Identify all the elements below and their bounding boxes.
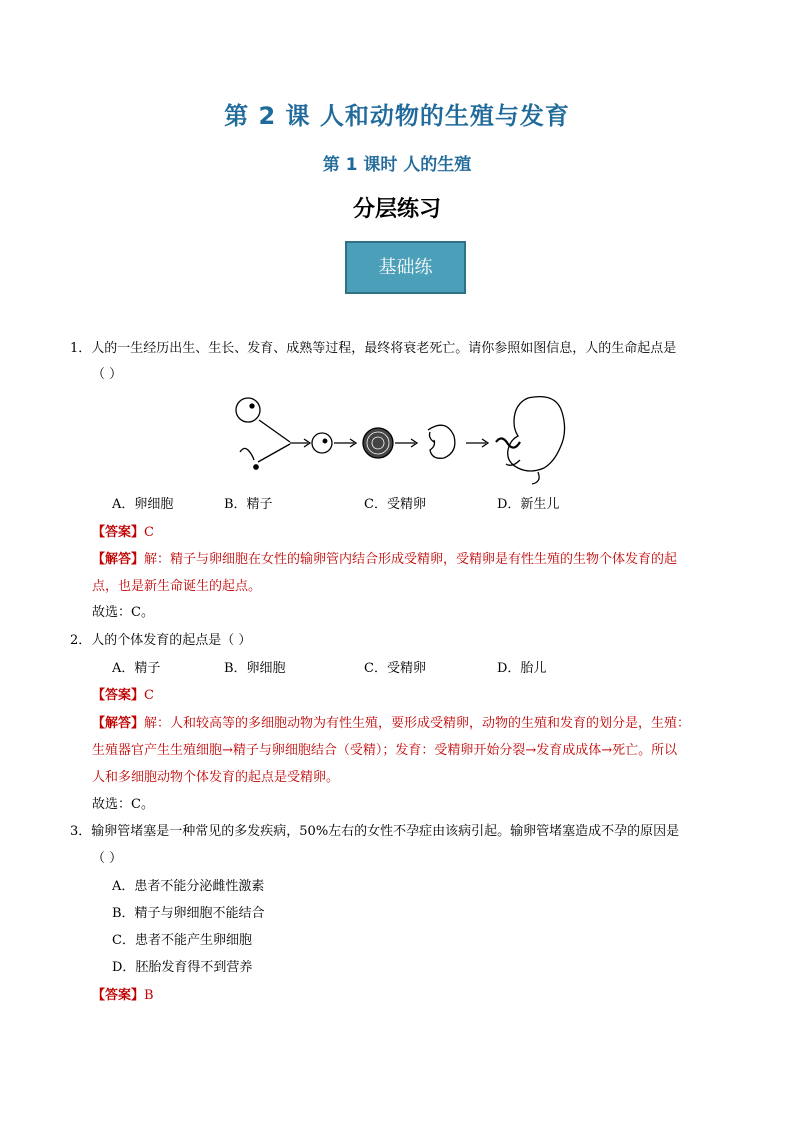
q2-answer-label: 【答案】 xyxy=(92,688,145,703)
embryo-icon xyxy=(428,425,455,458)
q3-stem-line2: （ ） xyxy=(92,851,123,866)
q3-answer xyxy=(92,988,154,1004)
section-heading: 分层练习 xyxy=(352,197,441,222)
q2-option-b: B．卵细胞 xyxy=(224,661,286,676)
q2-option-d: D．胎儿 xyxy=(497,661,547,676)
morula-icon xyxy=(363,428,393,458)
q2-analysis-line3: 人和多细胞动物个体发育的起点是受精卵。 xyxy=(92,770,340,785)
q1-stem-line1: 1．人的一生经历出生、生长、发育、成熟等过程，最终将衰老死亡。请你参照如图信息，人的生命起点是 xyxy=(70,341,677,356)
q1-answer-label: 【答案】 xyxy=(92,525,145,540)
q1-analysis-text1: 解：精子与卵细胞在女性的输卵管内结合形成受精卵，受精卵是有性生殖的生物个体发育的起 xyxy=(144,552,678,567)
q3-stem-line1: 3．输卵管堵塞是一种常见的多发疾病，50%左右的女性不孕症由该病引起。输卵管堵塞造成不孕的原因是 xyxy=(70,824,680,839)
lesson-title: 第 2 课 人和动物的生殖与发育 xyxy=(224,102,570,130)
q2-analysis-label: 【解答】 xyxy=(92,716,145,731)
q3-option-a: A．患者不能分泌雌性激素 xyxy=(112,879,265,894)
q1-analysis-label: 【解答】 xyxy=(92,552,145,567)
fetus-icon xyxy=(506,397,565,484)
q2-stem: 2．人的个体发育的起点是（ ） xyxy=(70,633,252,648)
q2-analysis-line1 xyxy=(92,716,690,732)
q2-answer-value: C xyxy=(144,688,154,703)
development-diagram xyxy=(228,390,588,490)
q1-option-d: D．新生儿 xyxy=(497,497,560,512)
q2-answer xyxy=(92,688,154,704)
egg-cell-icon xyxy=(236,398,260,422)
q1-option-b: B．精子 xyxy=(224,497,273,512)
q1-choice: 故选：C。 xyxy=(92,605,154,620)
q3-option-b: B．精子与卵细胞不能结合 xyxy=(112,906,265,921)
zygote-icon xyxy=(312,433,332,453)
q1-option-a: A．卵细胞 xyxy=(112,497,174,512)
sperm-icon xyxy=(240,448,254,460)
q3-option-c: C．患者不能产生卵细胞 xyxy=(112,933,252,948)
q2-choice: 故选：C。 xyxy=(92,797,154,812)
q1-answer-value: C xyxy=(144,525,154,540)
q3-answer-value: B xyxy=(144,988,154,1003)
q2-analysis-text1: 解：人和较高等的多细胞动物为有性生殖，要形成受精卵，动物的生殖和发育的划分是，生殖： xyxy=(144,716,691,731)
lesson-subtitle: 第 1 课时 人的生殖 xyxy=(322,155,472,175)
q3-answer-label: 【答案】 xyxy=(92,988,145,1003)
q1-analysis-line1 xyxy=(92,552,677,568)
level-badge: 基础练 xyxy=(345,241,466,294)
q1-analysis-line2: 点，也是新生命诞生的起点。 xyxy=(92,579,262,594)
q1-stem-line2: （ ） xyxy=(92,367,123,382)
q1-answer xyxy=(92,525,154,541)
q2-option-a: A．精子 xyxy=(112,661,161,676)
q1-option-c: C．受精卵 xyxy=(364,497,426,512)
q2-option-c: C．受精卵 xyxy=(364,661,426,676)
q2-analysis-line2: 生殖器官产生生殖细胞→精子与卵细胞结合（受精）；发育：受精卵开始分裂→发育成成体→死亡。所以 xyxy=(92,743,678,758)
q3-option-d: D．胚胎发育得不到营养 xyxy=(112,960,253,975)
